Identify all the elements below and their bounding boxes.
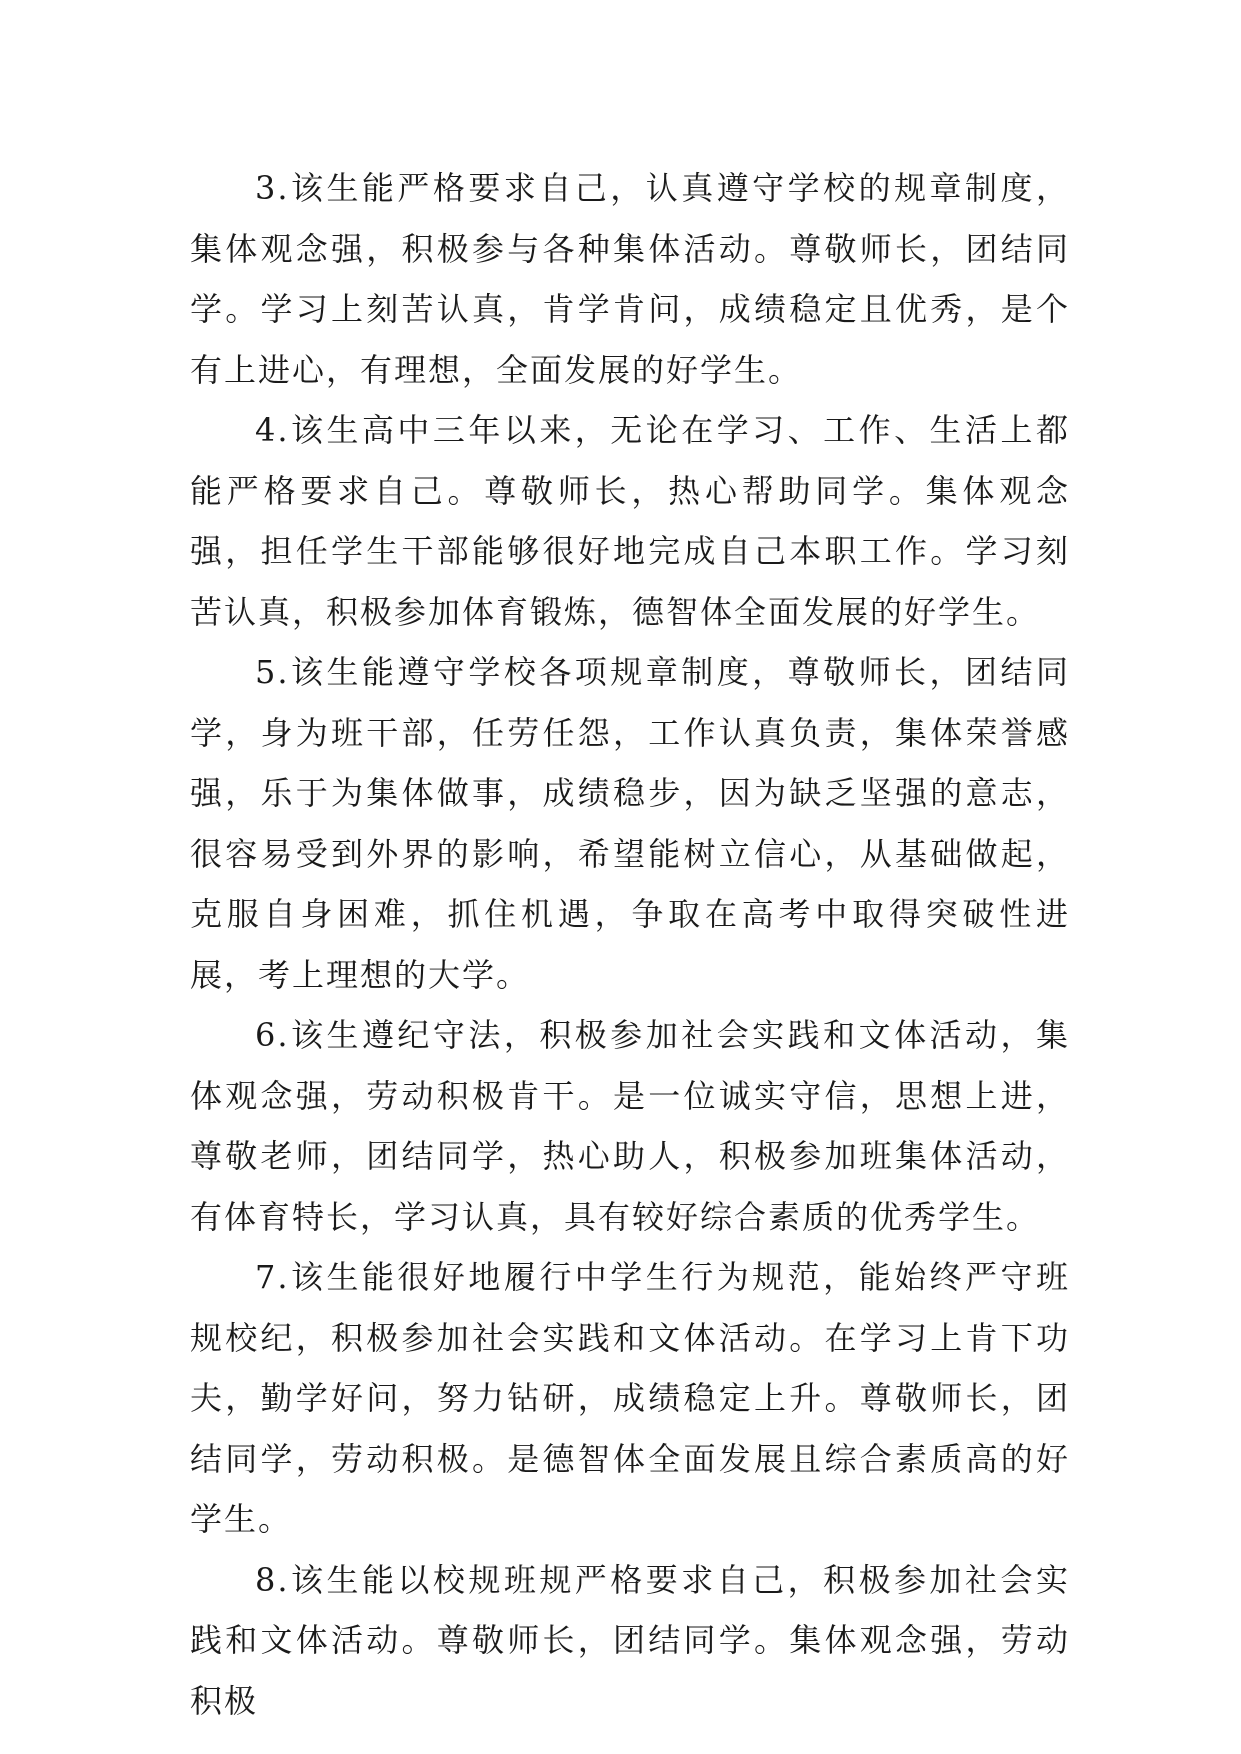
paragraph-8: 8.该生能以校规班规严格要求自己，积极参加社会实践和文体活动。尊敬师长，团结同学。集体观念强，劳动积极 — [190, 1560, 1070, 1720]
paragraph-3: 3.该生能严格要求自己，认真遵守学校的规章制度，集体观念强，积极参与各种集体活动。尊敬师长，团结同学。学习上刻苦认真，肯学肯问，成绩稳定且优秀，是个有上进心，有理想，全面发展的好学生。 — [190, 169, 1070, 389]
paragraph-5: 5.该生能遵守学校各项规章制度，尊敬师长，团结同学，身为班干部，任劳任怨，工作认真负责，集体荣誉感强，乐于为集体做事，成绩稳步，因为缺乏坚强的意志，很容易受到外界的影响，希望能树立信心，从基础做起，克服自身困难，抓住机遇，争取在高考中取得突破性进展，考上理想的大学。 — [190, 653, 1070, 994]
paragraph-4: 4.该生高中三年以来，无论在学习、工作、生活上都能严格要求自己。尊敬师长，热心帮助同学。集体观念强，担任学生干部能够很好地完成自己本职工作。学习刻苦认真，积极参加体育锻炼，德智体全面发展的好学生。 — [190, 411, 1070, 631]
paragraph-6: 6.该生遵纪守法，积极参加社会实践和文体活动，集体观念强，劳动积极肯干。是一位诚实守信，思想上进，尊敬老师，团结同学，热心助人，积极参加班集体活动，有体育特长，学习认真，具有较好综合素质的优秀学生。 — [190, 1016, 1070, 1236]
document-body — [190, 158, 1070, 1731]
paragraph-7: 7.该生能很好地履行中学生行为规范，能始终严守班规校纪，积极参加社会实践和文体活动。在学习上肯下功夫，勤学好问，努力钻研，成绩稳定上升。尊敬师长，团结同学，劳动积极。是德智体全面发展且综合素质高的好学生。 — [190, 1258, 1070, 1538]
